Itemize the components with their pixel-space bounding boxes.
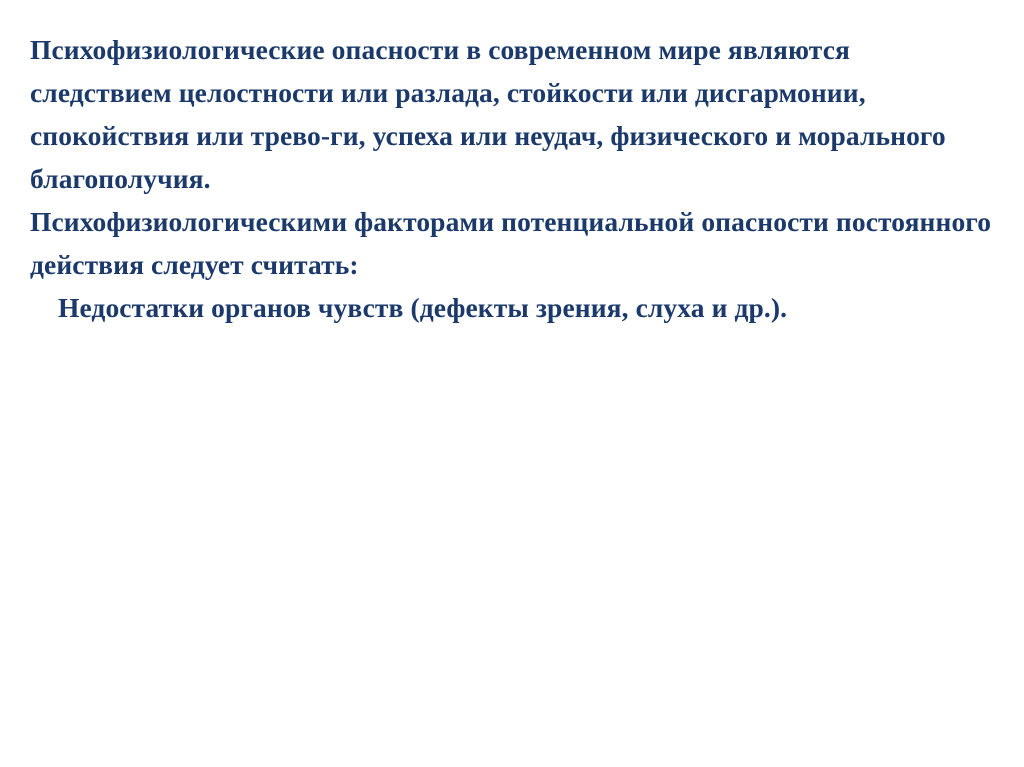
text-content-block: [30, 28, 999, 329]
paragraph-factor-item: Недостатки органов чувств (дефекты зрения, слуха и др.).: [58, 292, 788, 323]
paragraph-factors-lead: Психофизиологическими факторами потенциальной опасности постоянного действия следует считать:: [30, 206, 999, 280]
paragraph-intro: Психофизиологические опасности в современном мире являются следствием целостности или разлада, стойкости или дисгармонии, спокойствия или трево-ги, успеха или неудач, физического и морального благополучия.: [30, 34, 953, 194]
